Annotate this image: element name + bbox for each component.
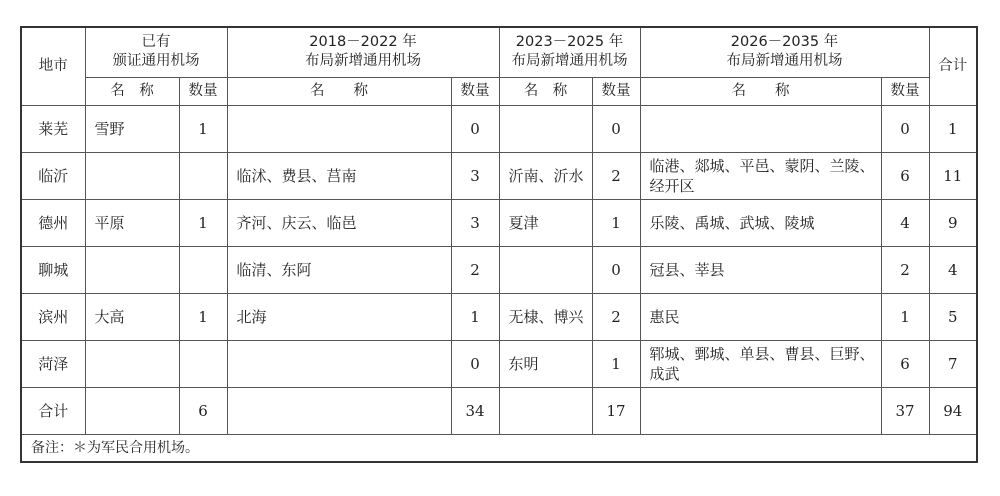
p1-count-cell: 0 [451, 105, 499, 152]
airport-plan-table-sheet [20, 26, 976, 463]
existing-name-cell: 大高 [85, 293, 179, 340]
p3-name-cell: 临港、郯城、平邑、蒙阴、兰陵、经开区 [640, 152, 881, 199]
header-p1-line2: 布局新增通用机场 [305, 53, 421, 70]
summary-p3-name [640, 387, 881, 434]
p2-name-cell: 无棣、博兴 [499, 293, 592, 340]
table-note: 备注：＊为军民合用机场。 [21, 434, 977, 462]
existing-count-cell [179, 340, 227, 387]
p3-name-cell: 乐陵、禹城、武城、陵城 [640, 199, 881, 246]
existing-name-cell [85, 340, 179, 387]
p3-count-cell: 0 [881, 105, 929, 152]
table-row [21, 293, 977, 340]
p2-name-cell: 夏津 [499, 199, 592, 246]
summary-p1-name [227, 387, 451, 434]
existing-name-cell: 雪野 [85, 105, 179, 152]
header-existing-name: 名 称 [85, 77, 179, 105]
p1-count-cell: 1 [451, 293, 499, 340]
p3-count-cell: 6 [881, 340, 929, 387]
p1-name-cell: 临清、东阿 [227, 246, 451, 293]
p1-name-cell: 北海 [227, 293, 451, 340]
p3-name-cell: 冠县、莘县 [640, 246, 881, 293]
header-period-2023-2025 [499, 27, 640, 77]
row-total-cell: 9 [929, 199, 977, 246]
p1-name-cell: 齐河、庆云、临邑 [227, 199, 451, 246]
p3-count-cell: 2 [881, 246, 929, 293]
summary-total: 94 [929, 387, 977, 434]
city-cell: 莱芜 [21, 105, 85, 152]
summary-existing-name [85, 387, 179, 434]
existing-count-cell: 1 [179, 293, 227, 340]
p1-name-cell: 临沭、费县、莒南 [227, 152, 451, 199]
p1-count-cell: 3 [451, 152, 499, 199]
existing-count-cell: 1 [179, 199, 227, 246]
p3-count-cell: 1 [881, 293, 929, 340]
table-row [21, 105, 977, 152]
row-total-cell: 4 [929, 246, 977, 293]
header-p1-line1: 2018－2022 年 [309, 34, 417, 51]
header-row-2 [21, 77, 977, 105]
table-row [21, 152, 977, 199]
existing-name-cell [85, 246, 179, 293]
existing-count-cell [179, 246, 227, 293]
p1-count-cell: 0 [451, 340, 499, 387]
header-total: 合计 [929, 27, 977, 105]
header-p3-name: 名 称 [640, 77, 881, 105]
header-period-2018-2022 [227, 27, 499, 77]
header-existing [85, 27, 227, 77]
p2-name-cell [499, 105, 592, 152]
city-cell: 聊城 [21, 246, 85, 293]
row-total-cell: 11 [929, 152, 977, 199]
existing-count-cell [179, 152, 227, 199]
p1-name-cell [227, 105, 451, 152]
summary-p2-name [499, 387, 592, 434]
city-cell: 德州 [21, 199, 85, 246]
header-existing-count: 数量 [179, 77, 227, 105]
header-period-2026-2035 [640, 27, 929, 77]
header-p2-name: 名 称 [499, 77, 592, 105]
p3-count-cell: 6 [881, 152, 929, 199]
existing-name-cell: 平原 [85, 199, 179, 246]
summary-p1-count: 34 [451, 387, 499, 434]
header-p2-line2: 布局新增通用机场 [511, 53, 628, 70]
p1-count-cell: 3 [451, 199, 499, 246]
header-p1-name: 名 称 [227, 77, 451, 105]
row-total-cell: 5 [929, 293, 977, 340]
header-row-1 [21, 27, 977, 77]
header-p1-count: 数量 [451, 77, 499, 105]
p3-count-cell: 4 [881, 199, 929, 246]
header-p3-line1: 2026－2035 年 [730, 34, 839, 51]
p3-name-cell: 郓城、鄄城、单县、曹县、巨野、成武 [640, 340, 881, 387]
summary-row [21, 387, 977, 434]
row-total-cell: 1 [929, 105, 977, 152]
p2-name-cell: 沂南、沂水 [499, 152, 592, 199]
p2-count-cell: 0 [592, 246, 640, 293]
city-cell: 滨州 [21, 293, 85, 340]
table-row [21, 340, 977, 387]
table-row [21, 246, 977, 293]
header-existing-line1: 已有 [141, 34, 171, 51]
header-p2-count: 数量 [592, 77, 640, 105]
summary-existing-count: 6 [179, 387, 227, 434]
header-p2-line1: 2023－2025 年 [515, 34, 624, 51]
p3-name-cell: 惠民 [640, 293, 881, 340]
existing-count-cell: 1 [179, 105, 227, 152]
p3-name-cell [640, 105, 881, 152]
p2-name-cell: 东明 [499, 340, 592, 387]
existing-name-cell [85, 152, 179, 199]
header-existing-line2: 颁证通用机场 [112, 53, 200, 70]
summary-label: 合计 [21, 387, 85, 434]
p2-count-cell: 1 [592, 340, 640, 387]
p2-count-cell: 2 [592, 293, 640, 340]
p2-name-cell [499, 246, 592, 293]
city-cell: 菏泽 [21, 340, 85, 387]
summary-p3-count: 37 [881, 387, 929, 434]
note-row [21, 434, 977, 462]
table-row [21, 199, 977, 246]
p2-count-cell: 0 [592, 105, 640, 152]
summary-p2-count: 17 [592, 387, 640, 434]
p1-name-cell [227, 340, 451, 387]
p1-count-cell: 2 [451, 246, 499, 293]
p2-count-cell: 1 [592, 199, 640, 246]
header-p3-count: 数量 [881, 77, 929, 105]
header-p3-line2: 布局新增通用机场 [726, 53, 843, 70]
row-total-cell: 7 [929, 340, 977, 387]
airport-plan-table [20, 26, 978, 463]
city-cell: 临沂 [21, 152, 85, 199]
header-city: 地市 [21, 27, 85, 105]
p2-count-cell: 2 [592, 152, 640, 199]
